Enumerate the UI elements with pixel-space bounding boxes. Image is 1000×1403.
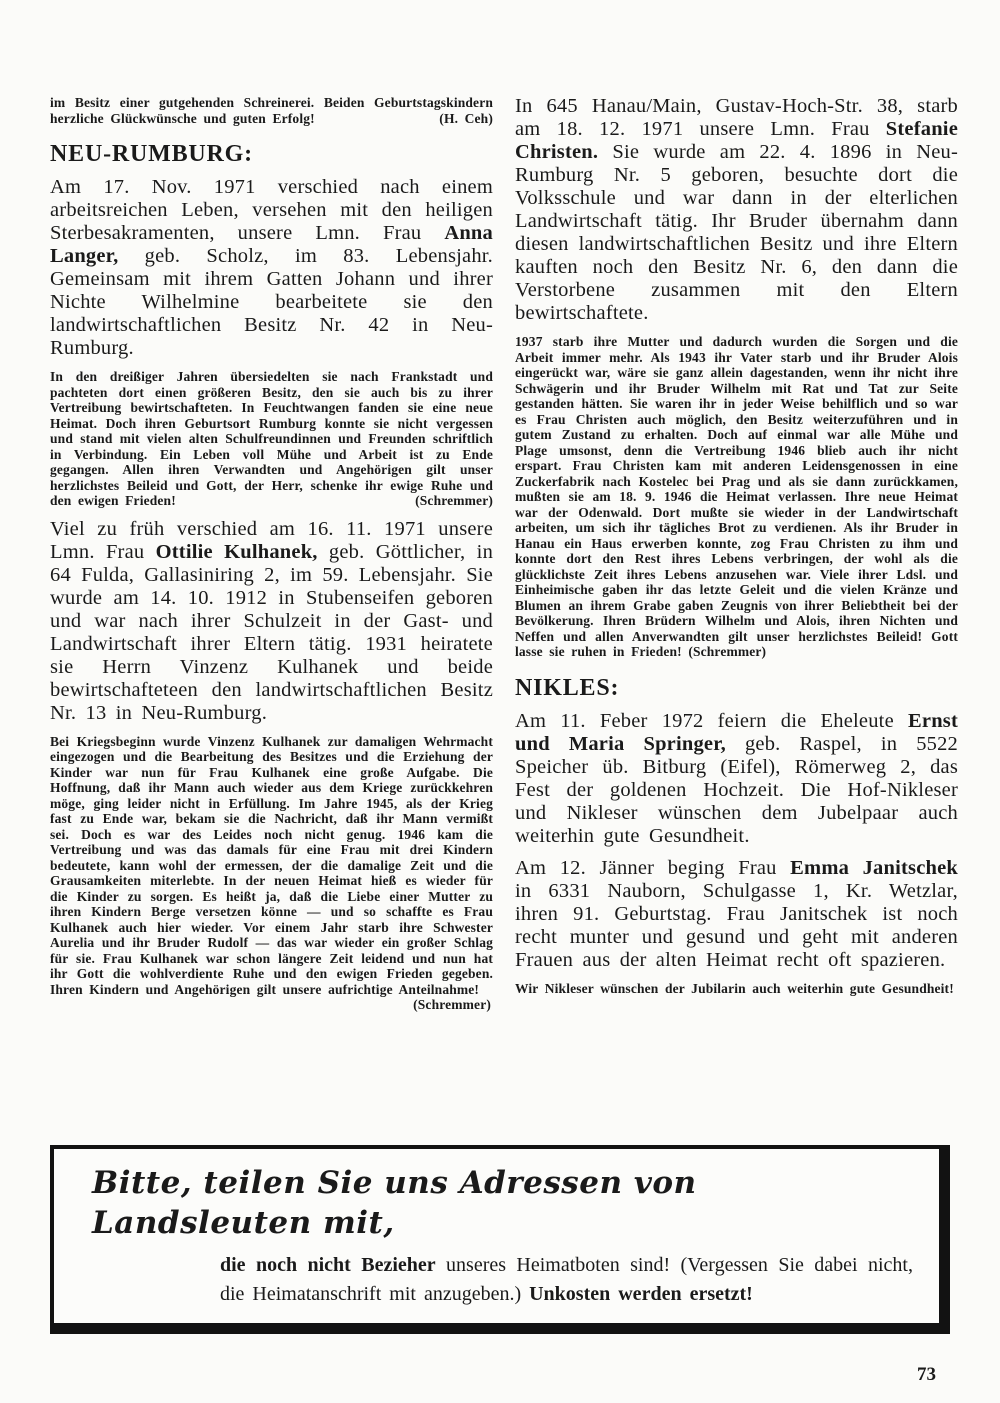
jubilee-springer: Am 11. Feber 1972 feiern die Eheleute Ernst und Maria Springer, geb. Raspel, in 5522 Speicher üb. Bitburg (Eifel), Römerweg 2, das Fest der goldenen Hochzeit. Die Hof-Nikleser und Nikleser wünschen dem Jubelpaar auch weiterhin gute Gesundheit.	[515, 709, 958, 847]
obituary-stefanie-christen-detail: 1937 starb ihre Mutter und dadurch wurden die Sorgen und die Arbeit immer mehr. Als 1943 ihr Vater starb und ihr Bruder Alois eingerückt war, wäre sie ganz allein dagestanden, wenn ihr nicht ihre Schwägerin und ihr Bruder Wilhelm mit Rat und Tat zur Seite gestanden hätten. Sie waren ihr in jeder Weise behilflich und so war es Frau Christen auch möglich, den Besitz weiterzuführen und in gutem Zustand zu erhalten. Doch auf einmal war alle Mühe und Plage umsonst, denn die Vertreibung 1946 blieb auch ihr nicht erspart. Frau Christen kam mit anderen Leidensgenossen in eine Zuckerfabrik nach Kostelec bei Prag und als sie dann zurückkamen, mußten sie am 18. 9. 1946 die Heimat verlassen. Ihre neue Heimat war der Odenwald. Dort mußte sie wieder in der Landwirtschaft arbeiten, um sich ihr tägliches Brot zu verdienen. Als ihr Bruder in Hanau ein Haus erwerben konnte, zog Frau Christen zu ihm und konnte dort den Rest ihres Lebens verbringen, der wohl als die glücklichste Zeit ihres Lebens anzusehen war. Viele ihrer Ldsl. und Einheimische gaben ihr das letzte Geleit und die vielen Kränze und Blumen an ihrem Grabe gaben Zeugnis von ihrer Beliebtheit bei der Bevölkerung. Ihren Brüdern Wilhelm und Alois, ihren Nichten und Neffen und allen Anverwandten gilt unser herzlichstes Beileid! Gott lasse sie ruhen in Frieden! (Schremmer)	[515, 334, 958, 659]
right-column	[515, 95, 958, 1141]
author-signature-schremmer-1: (Schremmer)	[415, 493, 493, 508]
notice-headline: Bitte, teilen Sie uns Adressen von Landsleuten mit,	[92, 1165, 697, 1241]
carryover-text: im Besitz einer gutgehenden Schreinerei. Beiden Geburtstagskindern herzliche Glückwünsche und guten Erfolg!	[50, 95, 493, 126]
page-number: 73	[917, 1364, 936, 1385]
closing-wish: Wir Nikleser wünschen der Jubilarin auch weiterhin gute Gesundheit!	[515, 980, 954, 996]
notice-body: die noch nicht Bezieher unseres Heimatboten sind! (Vergessen Sie dabei nicht, die Heimatanschrift mit anzugeben.) Unkosten werden ersetzt!	[220, 1254, 913, 1305]
author-signature-ceh: (H. Ceh)	[439, 110, 493, 126]
author-signature-schremmer-2: (Schremmer)	[413, 997, 491, 1012]
obituary-ottilie-kulhanek-detail: Bei Kriegsbeginn wurde Vinzenz Kulhanek zur damaligen Wehrmacht eingezogen und die Bearbeitung des Besitzes und die Erziehung der Kinder war nun für Frau Kulhanek eine große Aufgabe. Die Hoffnung, daß ihr Mann auch wieder aus dem Kriege zurückkehren möge, ging leider nicht in Erfüllung. Im Jahre 1945, als der Krieg fast zu Ende war, bekam sie die Nachricht, daß ihr Mann vermißt sei. Doch es war des Leides noch nicht genug. 1946 kam die Vertreibung und was das damals für eine Frau mit drei Kindern bedeutete, kann wohl der ermessen, der die damalige Zeit und die Grausamkeiten miterlebte. In der neuen Heimat hieß es wieder für die Kinder zu sorgen. Es heißt ja, daß die Liebe einer Mutter zu ihren Kindern Berge versetzen könne — und so schaffte es Frau Kulhanek auch hier wieder. Vor einem Jahr starb ihre Schwester Aurelia und ihr Bruder Rudolf — das war wieder ein großer Schlag für sie. Frau Kulhanek war schon längere Zeit leidend und nun hat ihr Gott die wohlverdiente Ruhe und den ewigen Frieden gegeben. Ihren Kindern und Angehörigen gilt unsere aufrichtige Anteilnahme!	[50, 733, 493, 997]
obituary-stefanie-christen: In 645 Hanau/Main, Gustav-Hoch-Str. 38, starb am 18. 12. 1971 unsere Lmn. Frau Stefanie Christen. Sie wurde am 22. 4. 1896 in Neu-Rumburg Nr. 5 geboren, besuchte dort die Volksschule und war dann in der elterlichen Landwirtschaft tätig. Ihr Bruder übernahm dann diesen landwirtschaftlichen Besitz und ihre Eltern kauften noch den Besitz Nr. 6, den dann die Verstorbene zusammen mit den Eltern bewirtschaftete.	[515, 95, 958, 324]
birthday-janitschek: Am 12. Jänner beging Frau Emma Janitschek in 6331 Nauborn, Schulgasse 1, Kr. Wetzlar, ihren 91. Geburtstag. Frau Janitschek ist noch recht munter und gesund und geht mit anderen Frauen aus der alten Heimat recht oft spazieren.	[515, 856, 958, 971]
carryover-notice	[50, 95, 493, 126]
section-heading-neu-rumburg: NEU-RUMBURG:	[50, 141, 253, 167]
section-heading-nikles: NIKLES:	[515, 674, 620, 701]
address-request-box	[50, 1145, 950, 1334]
obituary-anna-langer: Am 17. Nov. 1971 verschied nach einem arbeitsreichen Leben, versehen mit den heiligen Sterbesakramenten, unsere Lmn. Frau Anna Langer, geb. Scholz, im 83. Lebensjahr. Gemeinsam mit ihrem Gatten Johann und ihrer Nichte Wilhelmine bearbeitete sie den landwirtschaftlichen Besitz Nr. 42 in Neu-Rumburg.	[50, 176, 493, 359]
left-column	[50, 95, 493, 1141]
detail-text: In den dreißiger Jahren übersiedelten sie nach Frankstadt und pachteten dort einen größeren Besitz, den sie auch bis zu ihrer Vertreibung bewirtschafteten. In Feuchtwangen fanden sie eine neue Heimat. Doch ihren Geburtsort Rumburg konnte sie nicht vergessen und stand mit vielen alten Schulfreundinnen und Freunden schriftlich in Verbindung. Ein Leben voll Mühe und Arbeit ist zu Ende gegangen. Allen ihren Verwandten und Angehörigen gilt unser herzlichstes Beileid und Gott, der Herr, schenke ihr ewige Ruhe und den ewigen Frieden!	[50, 369, 493, 508]
obituary-ottilie-kulhanek: Viel zu früh verschied am 16. 11. 1971 unsere Lmn. Frau Ottilie Kulhanek, geb. Göttlicher, in 64 Fulda, Gallasiniring 2, im 59. Lebensjahr. Sie wurde am 14. 10. 1912 in Stubenseifen geboren und war nach ihrer Schulzeit in der Gast- und Landwirtschaft ihrer Eltern tätig. 1931 heiratete sie Herrn Vinzenz Kulhanek und beide bewirtschafteteen den landwirtschaftlichen Besitz Nr. 13 in Neu-Rumburg.	[50, 517, 494, 724]
two-column-layout	[50, 95, 958, 1141]
obituary-anna-langer-detail	[50, 369, 493, 509]
